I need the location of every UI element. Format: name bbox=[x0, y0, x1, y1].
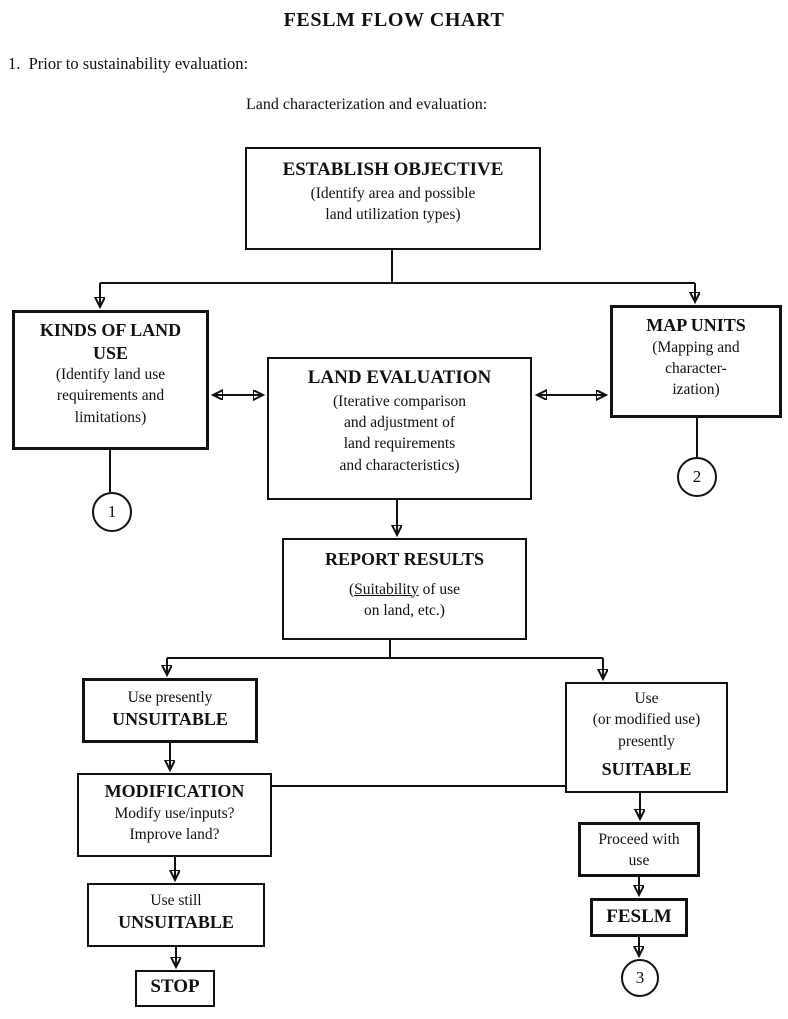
node-title: REPORT RESULTS bbox=[325, 549, 484, 569]
connector-circle-1: 1 bbox=[92, 492, 132, 532]
node-subtext: (Mapping and bbox=[652, 338, 740, 356]
spacer bbox=[284, 571, 525, 579]
node-subtext: (Identify land use bbox=[55, 366, 166, 383]
node-land-evaluation bbox=[267, 357, 532, 500]
node-title: USE bbox=[92, 342, 128, 363]
node-title: STOP bbox=[150, 976, 200, 997]
node-kinds-of-land-use bbox=[12, 310, 209, 450]
node-subtext: (Iterative comparison bbox=[333, 392, 466, 410]
node-subtext: Use bbox=[634, 690, 659, 707]
node-title: KINDS OF LAND bbox=[39, 320, 182, 340]
node-subtext: and characteristics) bbox=[339, 456, 460, 474]
node-report-results bbox=[282, 538, 527, 640]
node-subtext: Use still bbox=[150, 892, 202, 909]
node-subtext: requirements and bbox=[56, 387, 165, 405]
node-subtext: use bbox=[628, 852, 650, 870]
node-subtext: presently bbox=[618, 732, 675, 750]
node-modification bbox=[77, 773, 272, 857]
paren-open: ( bbox=[348, 580, 355, 598]
step-label: 1. Prior to sustainability evaluation: bbox=[8, 54, 249, 73]
node-subtext: ization) bbox=[672, 381, 720, 399]
node-use-presently-unsuitable bbox=[82, 678, 258, 743]
page-title: FESLM FLOW CHART bbox=[283, 9, 505, 31]
node-subtext: Improve land? bbox=[129, 825, 220, 843]
subtext-rest: of use bbox=[418, 580, 461, 598]
connector-circle-2: 2 bbox=[677, 457, 717, 497]
node-establish-objective bbox=[245, 147, 541, 250]
connector-circle-3: 3 bbox=[621, 959, 659, 997]
node-stop bbox=[135, 970, 215, 1007]
node-subtext: (Identify area and possible bbox=[310, 184, 476, 202]
node-subtext: on land, etc.) bbox=[364, 601, 445, 619]
section-label: Land characterization and evaluation: bbox=[246, 96, 488, 113]
node-title: UNSUITABLE bbox=[118, 912, 234, 933]
node-title: SUITABLE bbox=[601, 759, 692, 780]
node-title: UNSUITABLE bbox=[112, 709, 228, 730]
node-title: FESLM bbox=[606, 906, 672, 927]
node-title: MODIFICATION bbox=[104, 781, 245, 801]
node-subtext: land requirements bbox=[343, 435, 456, 453]
node-subtext: Use presently bbox=[127, 689, 213, 706]
node-proceed-with-use bbox=[578, 822, 700, 877]
node-subtext: and adjustment of bbox=[343, 414, 456, 432]
node-subtext: Modify use/inputs? bbox=[114, 804, 235, 822]
node-map-units bbox=[610, 305, 782, 418]
underlined-word: Suitability bbox=[354, 580, 419, 598]
node-subtext: Proceed with bbox=[598, 831, 680, 848]
node-subtext: land utilization types) bbox=[325, 206, 461, 224]
node-subtext: limitations) bbox=[74, 408, 147, 426]
node-use-suitable bbox=[565, 682, 728, 793]
node-feslm bbox=[590, 898, 688, 937]
node-title: ESTABLISH OBJECTIVE bbox=[282, 159, 504, 180]
node-title: MAP UNITS bbox=[646, 315, 746, 335]
node-use-still-unsuitable bbox=[87, 883, 265, 947]
node-subtext bbox=[284, 579, 525, 600]
node-title: LAND EVALUATION bbox=[307, 367, 492, 388]
node-subtext: (or modified use) bbox=[592, 711, 701, 729]
node-subtext: character- bbox=[665, 359, 727, 377]
